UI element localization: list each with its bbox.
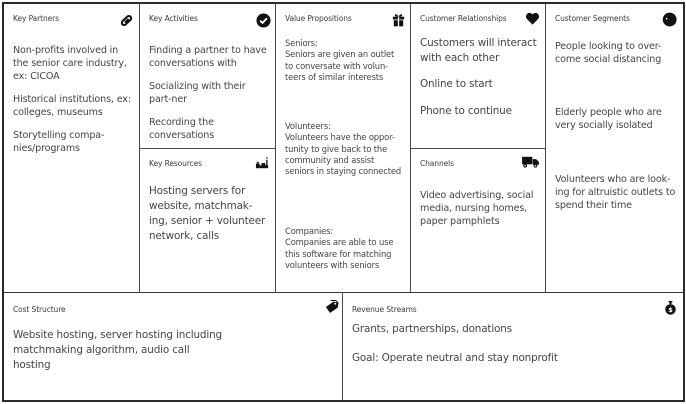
- block-title: Key Partners: [13, 14, 59, 23]
- link-icon: [118, 12, 134, 28]
- group-text: Volunteers have the oppor-tunity to give back to the community and assist seniors in staying connected: [285, 132, 402, 177]
- block-cost-structure: [4, 293, 342, 400]
- list-item: Finding a partner to have conversations with: [149, 45, 267, 69]
- block-title: Revenue Streams: [352, 305, 417, 314]
- group-heading: Companies:: [285, 226, 334, 236]
- list-item: Storytelling compa-nies/programs: [13, 130, 105, 154]
- block-title: Value Propositions: [285, 14, 352, 23]
- list-item: Socializing with their part-ner: [149, 81, 246, 105]
- list-item: Phone to continue: [420, 105, 512, 117]
- block-content: [13, 328, 222, 373]
- block-title: Customer Relationships: [420, 14, 507, 23]
- svg-text:$: $: [667, 305, 673, 314]
- block-key-activities: [140, 4, 275, 148]
- block-content: [285, 121, 404, 177]
- list-item: Recording the conversations: [149, 117, 215, 141]
- list-item: Online to start: [420, 78, 493, 90]
- checkmark-circle-icon: [255, 12, 271, 28]
- list-item: People looking to over-come social distancing: [555, 41, 662, 65]
- list-item: Hosting servers for website, matchmak-ing, senior + volunteer network, calls: [149, 185, 266, 242]
- group-heading: Volunteers:: [285, 121, 331, 131]
- list-item: Customers will interact with each other: [420, 37, 537, 64]
- block-value-propositions: [276, 4, 410, 292]
- block-key-partners: [4, 4, 139, 292]
- block-key-resources: [140, 149, 275, 292]
- block-content: [420, 36, 539, 119]
- list-item: Grants, partnerships, donations: [352, 323, 513, 335]
- list-item: Volunteers who are look-ing for altruistic outlets to spend their time: [555, 174, 676, 211]
- list-item: Website hosting, server hosting including matchmaking algorithm, audio call hosting: [13, 329, 222, 371]
- block-title: Key Activities: [149, 14, 198, 23]
- block-content: [285, 226, 404, 271]
- block-content: [13, 44, 135, 155]
- price-tag-icon: [323, 299, 339, 315]
- list-item: Non-profits involved in the senior care industry, ex: CICOA: [13, 45, 127, 82]
- block-customer-relationships: [411, 4, 545, 148]
- block-content: [149, 184, 269, 244]
- list-item: Historical institutions, ex: colleges, museums: [13, 94, 131, 118]
- block-channels: [411, 149, 545, 292]
- block-content: [285, 38, 404, 83]
- block-title: Cost Structure: [13, 305, 66, 314]
- group-heading: Seniors:: [285, 38, 318, 48]
- block-content: [555, 173, 677, 212]
- block-title: Channels: [420, 159, 454, 168]
- face-profile-icon: [661, 11, 677, 27]
- list-item: Video advertising, social media, nursing homes, paper pamphlets: [420, 190, 534, 227]
- group-text: Seniors are given an outlet to conversate with volun-teers of similar interests: [285, 49, 395, 82]
- group-text: Companies are able to use this software for matching volunteers with seniors: [285, 237, 394, 270]
- gift-icon: [390, 11, 406, 27]
- money-bag-icon: [662, 299, 678, 315]
- list-item: Goal: Operate neutral and stay nonprofit: [352, 352, 558, 364]
- block-title: Key Resources: [149, 159, 202, 168]
- block-content: [420, 189, 539, 228]
- block-content: [555, 106, 677, 132]
- block-customer-segments: [546, 4, 683, 292]
- block-content: [555, 40, 677, 66]
- block-content: [149, 44, 269, 142]
- heart-icon: [524, 10, 540, 26]
- block-revenue-streams: [343, 293, 683, 400]
- truck-icon: [521, 153, 540, 169]
- block-title: Customer Segments: [555, 14, 630, 23]
- block-content: [352, 322, 677, 366]
- list-item: Elderly people who are very socially isolated: [555, 107, 662, 131]
- factory-icon: [254, 155, 270, 171]
